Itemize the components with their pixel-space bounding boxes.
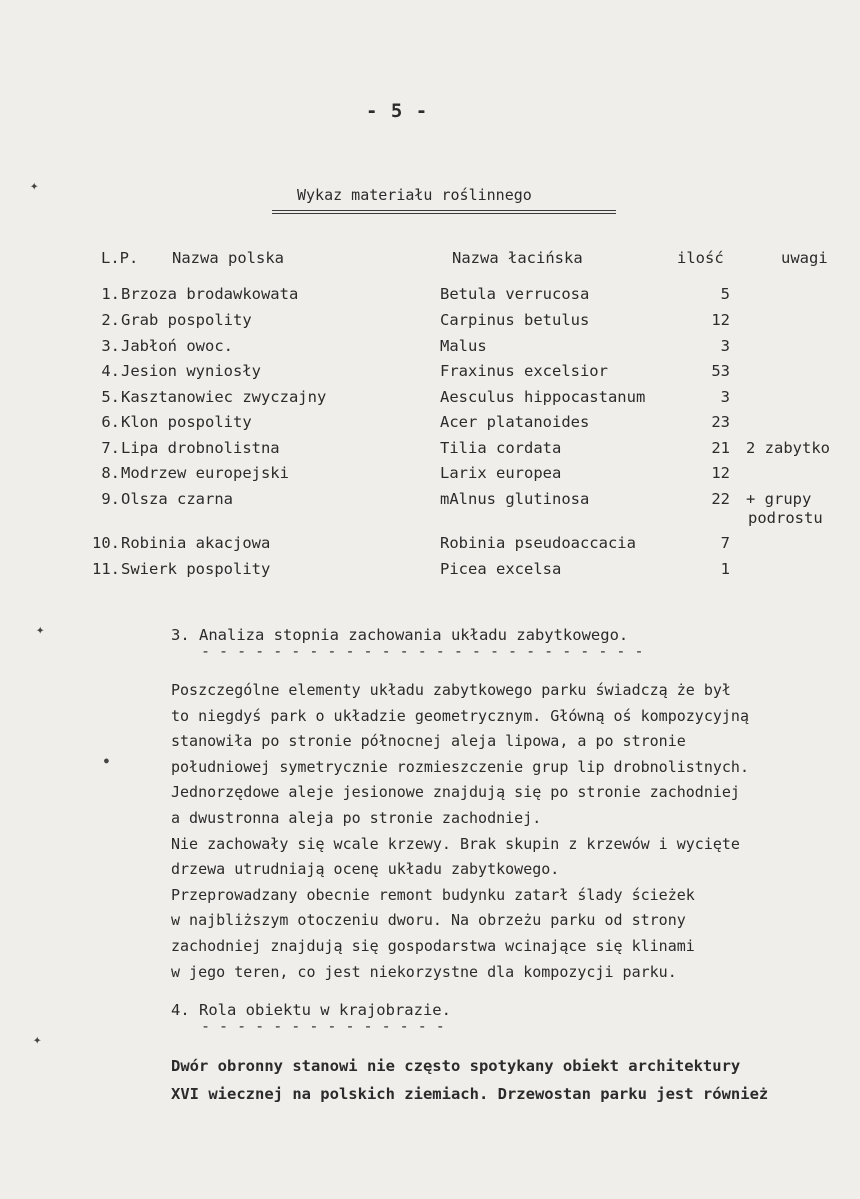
row-polish-name: Robinia akacjowa	[121, 534, 271, 552]
row-quantity: 1	[720, 560, 730, 578]
row-latin-name: Picea excelsa	[440, 560, 562, 578]
row-polish-name: Klon pospolity	[121, 413, 252, 431]
margin-mark: ✦	[36, 622, 45, 638]
row-latin-name: Larix europea	[440, 464, 562, 482]
header-polish-name: Nazwa polska	[172, 249, 284, 267]
text-line: Dwór obronny stanowi nie często spotykany obiekt architektury	[171, 1057, 741, 1075]
header-quantity: ilość	[677, 249, 724, 267]
margin-mark: ✦	[33, 1032, 42, 1048]
header-lp: L.P.	[101, 249, 139, 267]
row-polish-name: Lipa drobnolistna	[121, 439, 280, 457]
text-line: w najbliższym otoczeniu dworu. Na obrzeżu parku od strony	[171, 911, 686, 930]
margin-mark: ●	[104, 756, 109, 765]
row-polish-name: Jesion wyniosły	[121, 362, 261, 380]
row-quantity: 22	[711, 490, 730, 508]
row-note: + grupy	[746, 490, 812, 508]
row-quantity: 7	[720, 534, 730, 552]
text-line: w jego teren, co jest niekorzystne dla kompozycji parku.	[171, 962, 677, 981]
row-number: 3.	[101, 337, 120, 355]
text-line: Poszczególne elementy układu zabytkowego parku świadczą że był	[171, 681, 731, 699]
table-row	[0, 413, 860, 437]
row-polish-name: Brzoza brodawkowata	[121, 285, 299, 303]
table-row	[0, 560, 860, 584]
text-line: Jednorzędowe aleje jesionowe znajdują się po stronie zachodniej	[171, 783, 740, 802]
text-line: Nie zachowały się wcale krzewy. Brak skupin z krzewów i wycięte	[171, 834, 740, 853]
row-polish-name: Modrzew europejski	[121, 464, 289, 482]
table-row	[0, 439, 860, 463]
row-note-continued: podrostu	[748, 509, 823, 527]
row-polish-name: Jabłoń owoc.	[121, 337, 233, 355]
row-number: 8.	[101, 464, 120, 482]
row-number: 1.	[101, 285, 120, 303]
table-row	[0, 337, 860, 361]
row-quantity: 21	[711, 439, 730, 457]
section-3-dashes: - - - - - - - - - - - - - - - - - - - - - - - - -	[201, 642, 644, 660]
row-number: 6.	[101, 413, 120, 431]
table-row	[0, 285, 860, 309]
row-latin-name: Acer platanoides	[440, 413, 590, 431]
table-row	[0, 490, 860, 527]
row-latin-name: Carpinus betulus	[440, 311, 590, 329]
row-latin-name: Malus	[440, 337, 487, 355]
row-latin-name: Aesculus hippocastanum	[440, 388, 646, 406]
page-number: - 5 -	[366, 100, 429, 122]
table-row	[0, 464, 860, 488]
row-quantity: 5	[720, 285, 730, 303]
row-polish-name: Kasztanowiec zwyczajny	[121, 388, 327, 406]
text-line: zachodniej znajdują się gospodarstwa wcinające się klinami	[171, 936, 695, 955]
text-line: a dwustronna aleja po stronie zachodniej.	[171, 808, 542, 827]
row-number: 10.	[92, 534, 120, 552]
header-notes: uwagi	[781, 249, 828, 267]
margin-mark: ✦	[30, 178, 39, 194]
table-row	[0, 311, 860, 335]
section-3-body	[171, 678, 749, 985]
row-quantity: 12	[711, 311, 730, 329]
row-quantity: 23	[711, 413, 730, 431]
row-polish-name: Swierk pospolity	[121, 560, 271, 578]
row-polish-name: Grab pospolity	[121, 311, 252, 329]
row-number: 7.	[101, 439, 120, 457]
text-line: drzewa utrudniają ocenę układu zabytkowego.	[171, 860, 560, 879]
text-line: południowej symetrycznie rozmieszczenie grup lip drobnolistnych.	[171, 757, 749, 776]
row-number: 2.	[101, 311, 120, 329]
section-3-heading: 3. Analiza stopnia zachowania układu zabytkowego.	[171, 626, 629, 644]
row-latin-name: Robinia pseudoaccacia	[440, 534, 636, 552]
table-row	[0, 534, 860, 558]
section-4-dashes: - - - - - - - - - - - - - -	[201, 1017, 445, 1035]
row-latin-name: Fraxinus excelsior	[440, 362, 608, 380]
row-quantity: 12	[711, 464, 730, 482]
title-underline	[272, 210, 616, 214]
row-polish-name: Olsza czarna	[121, 490, 233, 508]
table-row	[0, 388, 860, 412]
row-number: 11.	[92, 560, 120, 578]
section-4-heading: 4. Rola obiektu w krajobrazie.	[171, 1001, 451, 1019]
list-title: Wykaz materiału roślinnego	[297, 186, 532, 204]
row-latin-name: mAlnus glutinosa	[440, 490, 590, 508]
row-note: 2 zabytko	[746, 439, 830, 457]
row-number: 5.	[101, 388, 120, 406]
row-quantity: 3	[720, 337, 730, 355]
row-latin-name: Tilia cordata	[440, 439, 562, 457]
row-number: 4.	[101, 362, 120, 380]
text-line: stanowiła po stronie północnej aleja lipowa, a po stronie	[171, 732, 686, 751]
text-line: to niegdyś park o układzie geometrycznym. Główną oś kompozycyjną	[171, 706, 749, 725]
section-4-body	[171, 1052, 768, 1108]
row-quantity: 53	[711, 362, 730, 380]
row-quantity: 3	[720, 388, 730, 406]
table-row	[0, 362, 860, 386]
row-number: 9.	[101, 490, 120, 508]
text-line: XVI wiecznej na polskich ziemiach. Drzewostan parku jest również	[171, 1085, 769, 1103]
header-latin-name: Nazwa łacińska	[452, 249, 583, 267]
text-line: Przeprowadzany obecnie remont budynku zatarł ślady ścieżek	[171, 885, 695, 904]
row-latin-name: Betula verrucosa	[440, 285, 590, 303]
